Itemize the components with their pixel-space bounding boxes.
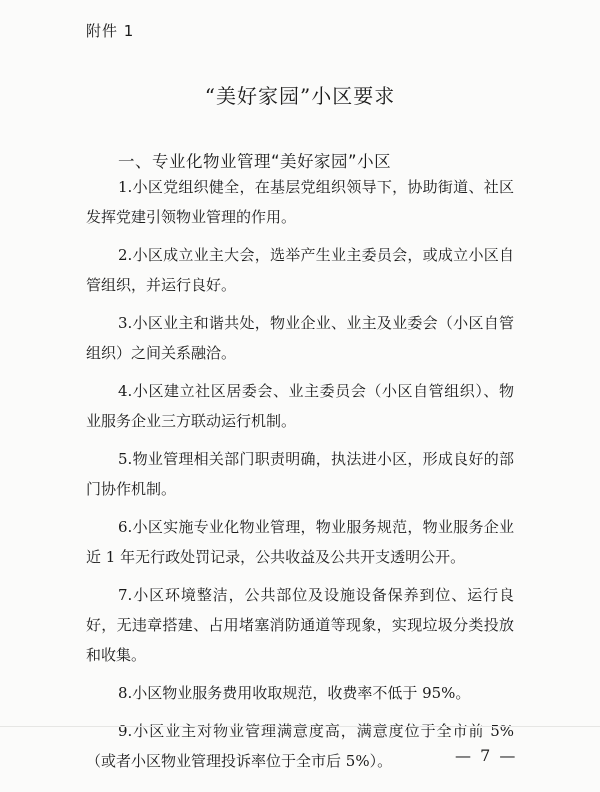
attachment-label: 附件 1 xyxy=(86,22,135,40)
list-item: 6.小区实施专业化物业管理，物业服务规范，物业服务企业近 1 年无行政处罚记录，公共收益及公共开支透明公开。 xyxy=(86,518,514,566)
section-heading: 一、专业化物业管理“美好家园”小区 xyxy=(118,152,392,171)
requirements-list xyxy=(86,172,514,784)
list-item: 4.小区建立社区居委会、业主委员会（小区自管组织）、物业服务企业三方联动运行机制。 xyxy=(86,382,514,430)
page-number: — 7 — xyxy=(455,746,518,765)
list-item: 8.小区物业服务费用收取规范，收费率不低于 95%。 xyxy=(118,684,471,702)
list-item: 1.小区党组织健全，在基层党组织领导下，协助街道、社区发挥党建引领物业管理的作用。 xyxy=(86,178,514,226)
footer-divider xyxy=(0,726,600,727)
list-item: 3.小区业主和谐共处，物业企业、业主及业委会（小区自管组织）之间关系融洽。 xyxy=(86,314,514,362)
document-title: “美好家园”小区要求 xyxy=(204,84,396,108)
list-item: 5.物业管理相关部门职责明确，执法进小区，形成良好的部门协作机制。 xyxy=(86,450,514,498)
list-item: 9.小区业主对物业管理满意度高，满意度位于全市前 5%（或者小区物业管理投诉率位于全市后 5%）。 xyxy=(86,722,514,770)
list-item: 7.小区环境整洁，公共部位及设施设备保养到位、运行良好，无违章搭建、占用堵塞消防通道等现象，实现垃圾分类投放和收集。 xyxy=(86,586,514,664)
list-item: 2.小区成立业主大会，选举产生业主委员会，或成立小区自管组织，并运行良好。 xyxy=(86,246,514,294)
